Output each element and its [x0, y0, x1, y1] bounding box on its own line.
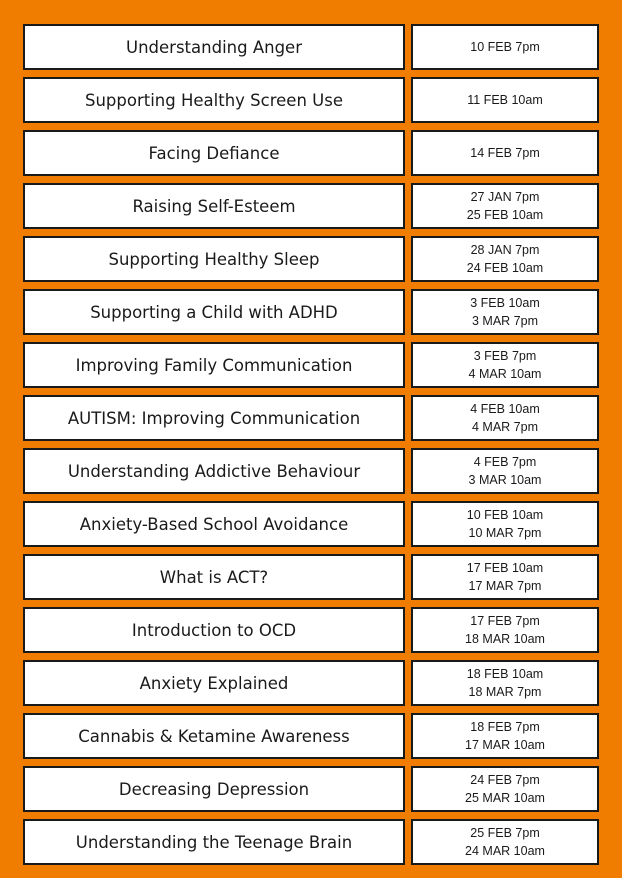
session-dates — [411, 819, 599, 865]
session-dates — [411, 448, 599, 494]
session-row — [23, 766, 599, 812]
session-date: 25 MAR 10am — [465, 791, 545, 805]
session-title: AUTISM: Improving Communication — [23, 395, 405, 441]
session-date: 3 FEB 10am — [470, 296, 540, 310]
session-row — [23, 713, 599, 759]
session-date: 4 FEB 10am — [470, 402, 540, 416]
session-row — [23, 130, 599, 176]
session-dates — [411, 183, 599, 229]
session-dates — [411, 342, 599, 388]
session-row — [23, 501, 599, 547]
session-title: Anxiety Explained — [23, 660, 405, 706]
session-row — [23, 607, 599, 653]
session-row — [23, 77, 599, 123]
session-dates — [411, 395, 599, 441]
session-date: 28 JAN 7pm — [470, 243, 540, 257]
session-dates — [411, 130, 599, 176]
session-date: 17 MAR 7pm — [468, 579, 542, 593]
session-dates — [411, 554, 599, 600]
session-date: 10 MAR 7pm — [468, 526, 542, 540]
session-date: 11 FEB 10am — [467, 93, 543, 107]
session-date: 25 FEB 10am — [466, 208, 544, 222]
session-row — [23, 660, 599, 706]
session-title: Decreasing Depression — [23, 766, 405, 812]
session-title: Facing Defiance — [23, 130, 405, 176]
session-date: 3 MAR 10am — [468, 473, 542, 487]
session-row — [23, 236, 599, 282]
session-dates — [411, 501, 599, 547]
session-date: 24 FEB 10am — [466, 261, 544, 275]
session-row — [23, 819, 599, 865]
session-row — [23, 24, 599, 70]
session-row — [23, 395, 599, 441]
session-dates — [411, 607, 599, 653]
session-title: Supporting Healthy Sleep — [23, 236, 405, 282]
session-title: Supporting Healthy Screen Use — [23, 77, 405, 123]
session-date: 10 FEB 7pm — [470, 40, 540, 54]
session-title: Understanding Addictive Behaviour — [23, 448, 405, 494]
session-date: 4 MAR 7pm — [472, 420, 538, 434]
session-title: Raising Self-Esteem — [23, 183, 405, 229]
session-title: What is ACT? — [23, 554, 405, 600]
session-date: 27 JAN 7pm — [470, 190, 540, 204]
session-title: Anxiety-Based School Avoidance — [23, 501, 405, 547]
session-dates — [411, 289, 599, 335]
session-date: 4 FEB 7pm — [473, 455, 537, 469]
session-title: Understanding the Teenage Brain — [23, 819, 405, 865]
session-row — [23, 342, 599, 388]
session-date: 18 MAR 10am — [465, 632, 545, 646]
session-dates — [411, 660, 599, 706]
session-row — [23, 183, 599, 229]
session-row — [23, 554, 599, 600]
session-date: 25 FEB 7pm — [470, 826, 540, 840]
session-date: 18 FEB 7pm — [470, 720, 540, 734]
session-schedule — [23, 24, 599, 872]
session-date: 10 FEB 10am — [466, 508, 544, 522]
session-title: Cannabis & Ketamine Awareness — [23, 713, 405, 759]
session-date: 3 FEB 7pm — [473, 349, 537, 363]
session-date: 17 MAR 10am — [465, 738, 545, 752]
session-date: 4 MAR 10am — [468, 367, 542, 381]
session-dates — [411, 713, 599, 759]
session-date: 3 MAR 7pm — [472, 314, 538, 328]
session-dates — [411, 766, 599, 812]
session-dates — [411, 77, 599, 123]
session-date: 18 MAR 7pm — [468, 685, 542, 699]
session-title: Improving Family Communication — [23, 342, 405, 388]
session-title: Understanding Anger — [23, 24, 405, 70]
session-date: 17 FEB 10am — [466, 561, 544, 575]
session-date: 24 MAR 10am — [465, 844, 545, 858]
session-date: 18 FEB 10am — [466, 667, 544, 681]
session-date: 24 FEB 7pm — [470, 773, 540, 787]
session-row — [23, 289, 599, 335]
session-date: 14 FEB 7pm — [470, 146, 540, 160]
session-date: 17 FEB 7pm — [470, 614, 540, 628]
session-row — [23, 448, 599, 494]
session-title: Introduction to OCD — [23, 607, 405, 653]
session-dates — [411, 236, 599, 282]
session-dates — [411, 24, 599, 70]
session-title: Supporting a Child with ADHD — [23, 289, 405, 335]
